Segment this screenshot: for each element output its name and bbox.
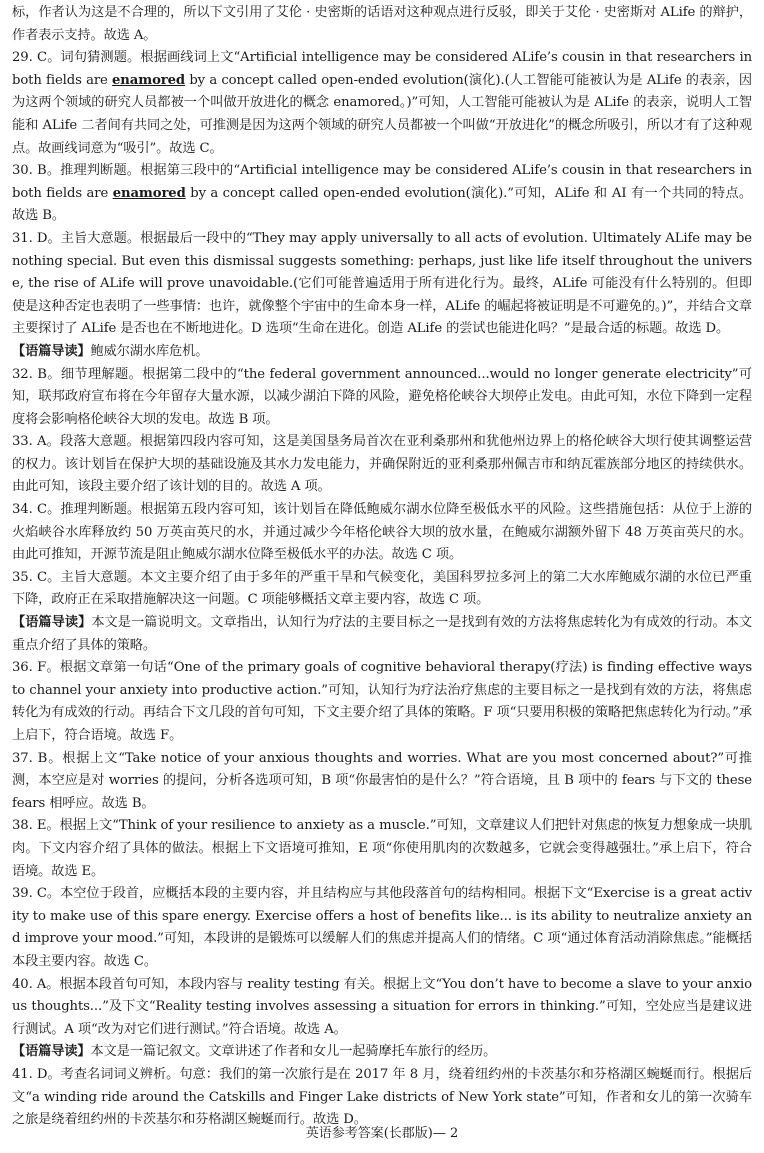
- answer-text: by a concept called open-ended evolution(演化).”可知，ALife 和 AI 有一个共同的特点。故选 B。: [12, 185, 753, 224]
- reading-guide-tag: 【语篇导读】: [12, 615, 92, 631]
- answer-text: 40. A。根据本段首句可知，本段内容与 reality testing 有关。根据上文“You don’t have to become a slave to your anxious thoughts...”及下文“Reality testing involves assessing a situation for errors in thinking.”可知，空处应当是建议进行测试。A 项“改为对它们进行测试。”符合语境。故选 A。: [12, 976, 752, 1037]
- answer-item: [12, 47, 752, 160]
- answer-item: [12, 431, 752, 499]
- answer-item: [12, 883, 752, 973]
- answer-text: 34. C。推理判断题。根据第五段内容可知，该计划旨在降低鲍威尔湖水位降至极低水平的风险。这些措施包括：从位于上游的火焰峡谷水库释放约 50 万英亩英尺的水，并通过减少今年格伦峡谷大坝的放水量，在鲍威尔湖额外留下 48 万英亩英尺的水。由此可推知，开源节流是阻止鲍威尔湖水位降至极低水平的办法。故选 C 项。: [12, 502, 752, 563]
- answer-text: 32. B。细节理解题。根据第二段中的“the federal government announced...would no longer generate electricity”可知，联邦政府宣布将在今年留存大量水源，以减少湖泊下降的风险，避免格伦峡谷大坝停止发电。由此可知，水位下降到一定程度将会影响格伦峡谷大坝的发电。故选 B 项。: [12, 366, 752, 427]
- answer-text: 35. C。主旨大意题。本文主要介绍了由于多年的严重干旱和气候变化，美国科罗拉多河上的第二大水库鲍威尔湖的水位已严重下降，政府正在采取措施解决这一问题。C 项能够概括文章主要内容，故选 C 项。: [12, 569, 752, 608]
- answer-item: [12, 567, 752, 612]
- answer-text: 31. D。主旨大意题。根据最后一段中的“They may apply universally to all acts of evolution. Ultimately ALife may be nothing special. But even this dismissal suggests something: perhaps, just like life itself throughout the universe, the rise of ALife will prove unavoidable.(它们可能普遍适用于所有进化行为。最终，ALife 可能没有什么特别的。但即使是这种否定也表明了一些事情：也许，就像整个宇宙中的生命本身一样，ALife 的崛起将被证明是不可避免的。)”，并结合文章主要探讨了 ALife 是否也在不断地进化。D 选项“生命在进化。创造 ALife 的尝试也能进化吗？”是最合适的标题。故选 D。: [12, 230, 752, 337]
- answer-item: [12, 364, 752, 432]
- reading-guide-tag: 【语篇导读】: [12, 343, 91, 359]
- answer-text: 37. B。根据上文“Take notice of your anxious thoughts and worries. What are you most concerned about?”可推测，本空应是对 worries 的提问，分析各选项可知，B 项“你最害怕的是什么？”符合语境，且 B 项中的 fears 与下文的 these fears 相呼应。故选 B。: [12, 750, 752, 811]
- answer-continuation: 标，作者认为这是不合理的，所以下文引用了艾伦 · 史密斯的话语对这种观点进行反驳，即关于艾伦 · 史密斯对 ALife 的辩护，作者表示支持。故选 A。: [12, 5, 752, 43]
- answer-text: 38. E。根据上文“Think of your resilience to anxiety as a muscle.”可知，文章建议人们把针对焦虑的恢复力想象成一块肌肉。下文内容介绍了具体的做法。根据上下文语境可推知，E 项“你使用肌肉的次数越多，它就会变得越强壮。”承上启下，符合语境。故选 E。: [12, 818, 752, 879]
- answer-text: 29. C。词句猜测题。根据画线词上文“Artificial intelligence may be considered ALife’s cousin in that researchers in both fields are: [12, 50, 752, 88]
- answer-text: by a concept called open-ended evolution(演化).(人工智能可能被认为是 ALife 的表亲，因为这两个领域的研究人员都被一个叫做开放进化的概念 enamored。)”可知，人工智能可能被认为是 ALife 的表亲，说明人工智能和 ALife 二者间有共同之处，可推测是因为这两个领域的研究人员都被一个叫做“开放进化”的概念所吸引，所以才有了这种观点。故画线词意为“吸引”。故选 C。: [12, 72, 752, 156]
- answer-text: 36. F。根据文章第一句话“One of the primary goals of cognitive behavioral therapy(疗法) is finding effective ways to channel your anxiety into productive action.”可知，认知行为疗法治疗焦虑的主要目标之一是找到有效的方法，将焦虑转化为有成效的行动。再结合下文几段的首句可知，下文主要介绍了具体的策略。F 项“只要用积极的策略把焦虑转化为行动。”承上启下，符合语境。故选 F。: [12, 660, 752, 743]
- answer-item: [12, 748, 752, 816]
- answer-item: [12, 657, 752, 747]
- answer-text: 41. D。考查名词词义辨析。句意：我们的第一次旅行是在 2017 年 8 月，绕着纽约州的卡茨基尔和芬格湖区蜿蜒而行。根据后文“a winding ride around the Catskills and Finger Lake districts of New York state”可知，作者和女儿的第一次骑车之旅是绕着纽约州的卡茨基尔和芬格湖区蜿蜒而行。故选 D。: [12, 1066, 752, 1128]
- reading-guide-text: 本文是一篇记叙文。文章讲述了作者和女儿一起骑摩托车旅行的经历。: [90, 1044, 497, 1060]
- answer-item: [12, 974, 752, 1042]
- reading-guide-text: 本文是一篇说明文。文章指出，认知行为疗法的主要目标之一是找到有效的方法将焦虑转化为有成效的行动。本文重点介绍了具体的策略。: [12, 615, 753, 653]
- answer-item: [12, 160, 752, 228]
- answer-text: 33. A。段落大意题。根据第四段内容可知，这是美国垦务局首次在亚利桑那州和犹他州边界上的格伦峡谷大坝行使其调整运营的权力。该计划旨在保护大坝的基础设施及其水力发电能力，并确保附近的亚利桑那州佩吉市和纳瓦霍族部分地区的持续供水。由此可知，该段主要介绍了该计划的目的。故选 A 项。: [12, 434, 752, 495]
- reading-guide-text: 鲍威尔湖水库危机。: [90, 343, 209, 359]
- answer-page: [12, 2, 752, 1132]
- reading-guide: [12, 612, 752, 657]
- underlined-word: enamored: [112, 72, 186, 88]
- answer-text: 30. B。推理判断题。根据第三段中的“Artificial intelligence may be considered ALife’s cousin in that researchers in both fields are: [12, 163, 752, 201]
- underlined-word: enamored: [112, 185, 186, 201]
- answer-text: 39. C。本空位于段首，应概括本段的主要内容，并且结构应与其他段落首句的结构相同。根据下文“Exercise is a great activity to make use of this spare energy. Exercise offers a host of benefits like... is its ability to neutralize anxiety and improve your mood.”可知，本段讲的是锻炼可以缓解人们的焦虑并提高人们的情绪。C 项“通过体育活动消除焦虑。”能概括本段主要内容。故选 C。: [12, 886, 752, 969]
- reading-guide-tag: 【语篇导读】: [12, 1044, 91, 1060]
- reading-guide: [12, 341, 752, 364]
- reading-guide: [12, 1041, 752, 1064]
- answer-item: [12, 228, 752, 341]
- answer-item: [12, 815, 752, 883]
- page-footer: 英语参考答案(长郡版)— 2: [305, 1126, 459, 1141]
- answer-item: [12, 499, 752, 567]
